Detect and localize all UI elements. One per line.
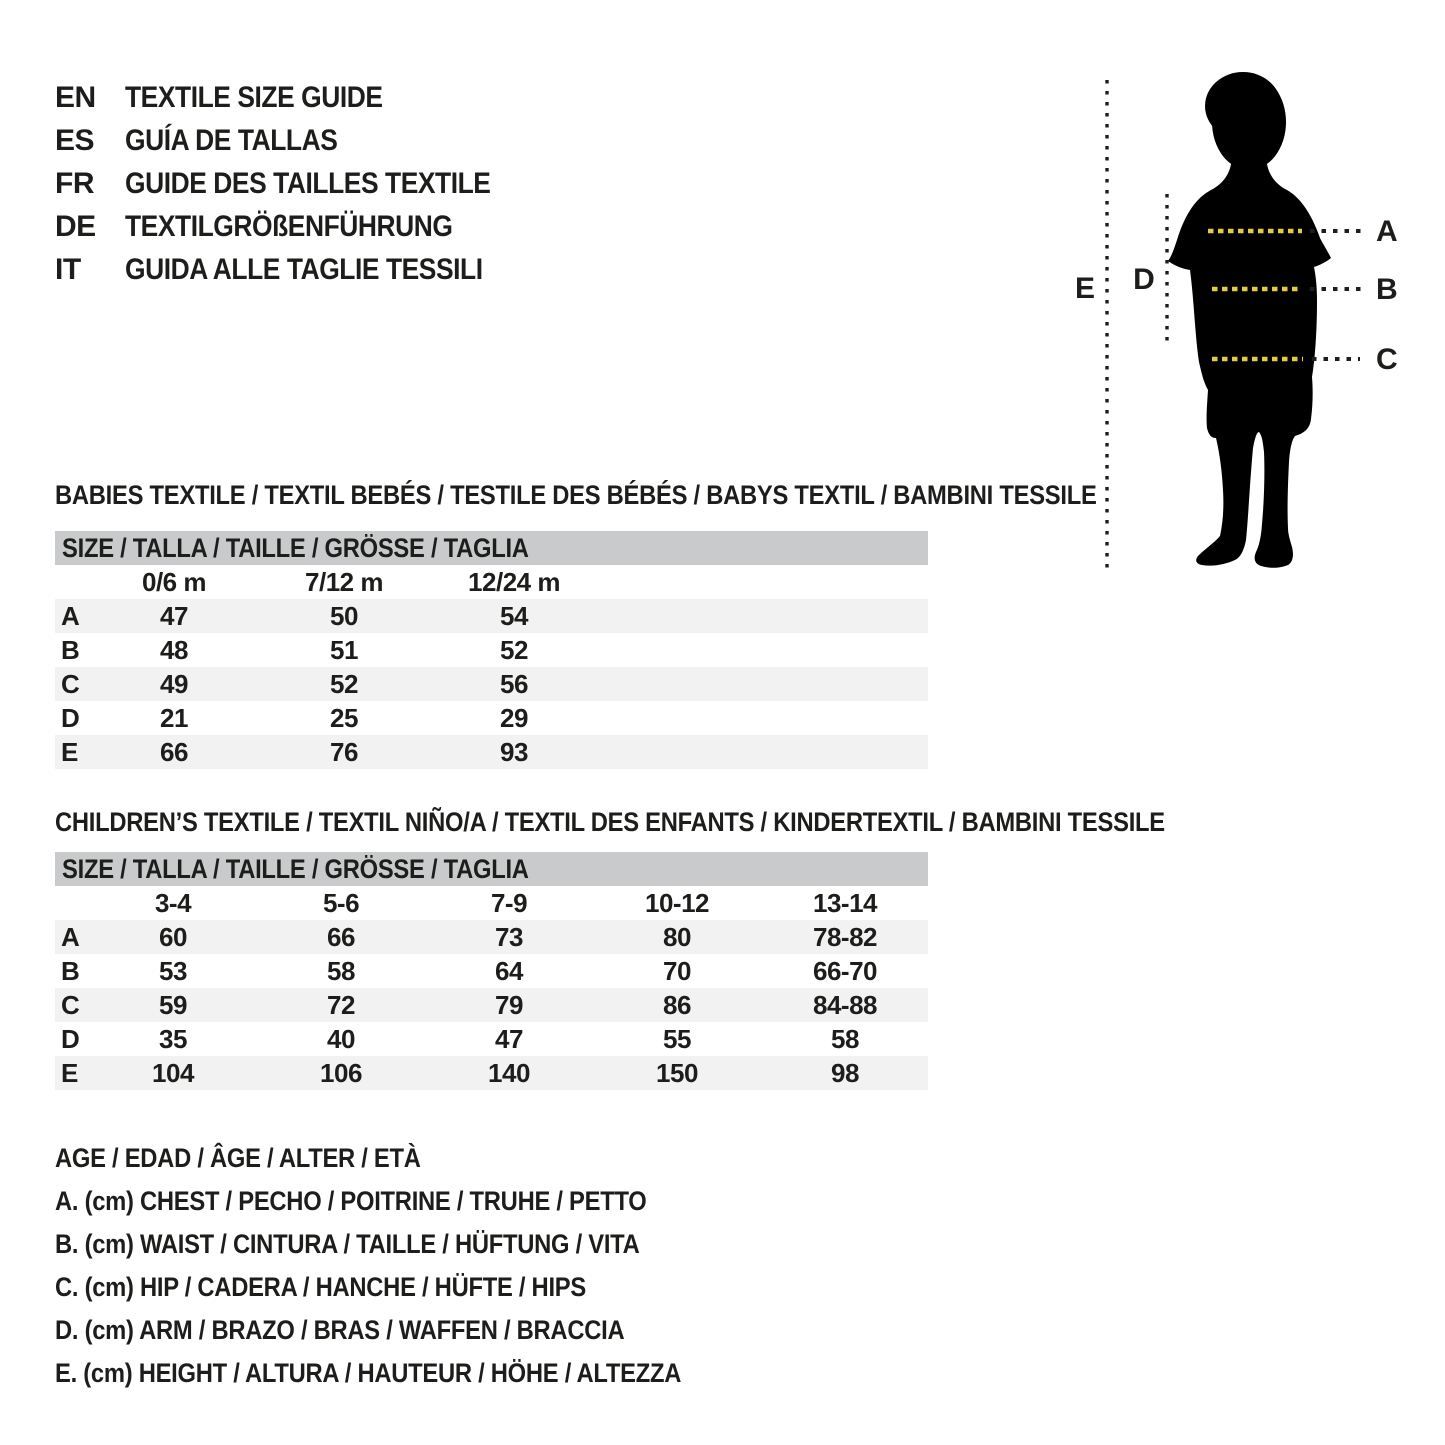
language-row-it — [55, 248, 540, 291]
table-cell: 50 — [330, 600, 358, 631]
table-cell: 70 — [663, 955, 691, 986]
row-label: E — [61, 1057, 78, 1088]
table-row-d — [55, 701, 928, 735]
table-cell: 106 — [320, 1057, 362, 1088]
table-cell: 93 — [500, 736, 528, 767]
table-cell: 53 — [159, 955, 187, 986]
legend-line-chest — [55, 1180, 766, 1223]
column-header: 3-4 — [154, 887, 192, 918]
table-row-a — [55, 599, 928, 633]
legend-text: A. (cm) CHEST / PECHO / POITRINE / TRUHE / PETTO — [55, 1186, 647, 1216]
table-row-c — [55, 988, 928, 1022]
table-cell: 47 — [495, 1023, 523, 1054]
table-row-c — [55, 667, 928, 701]
row-label: D — [61, 702, 80, 733]
babies-section-title — [55, 481, 1239, 509]
table-cell: 51 — [330, 634, 358, 665]
language-title: GUIDE DES TAILLES TEXTILE — [125, 167, 491, 200]
table-cell: 21 — [160, 702, 188, 733]
language-code: IT — [55, 253, 81, 286]
table-cell: 49 — [160, 668, 188, 699]
table-row-b — [55, 954, 928, 988]
legend-line-waist — [55, 1223, 766, 1266]
babies-section-title-text: BABIES TEXTILE / TEXTIL BEBÉS / TESTILE DES BÉBÉS / BABYS TEXTIL / BAMBINI TESSILE — [55, 480, 1097, 510]
table-cell: 66-70 — [813, 955, 877, 986]
table-cell: 150 — [656, 1057, 698, 1088]
table-cell: 35 — [159, 1023, 187, 1054]
table-cell: 72 — [327, 989, 355, 1020]
table-cell: 58 — [831, 1023, 859, 1054]
table-cell: 79 — [495, 989, 523, 1020]
table-cell: 76 — [330, 736, 358, 767]
table-cell: 104 — [152, 1057, 194, 1088]
column-header: 0/6 m — [142, 566, 206, 597]
column-header: 7/12 m — [305, 566, 383, 597]
size-header-text: SIZE / TALLA / TAILLE / GRÖSSE / TAGLIA — [62, 532, 529, 563]
row-label: B — [61, 955, 80, 986]
legend-line-height — [55, 1352, 766, 1395]
language-row-fr — [55, 162, 540, 205]
children-section-title — [55, 808, 1316, 836]
table-cell: 40 — [327, 1023, 355, 1054]
row-label: E — [61, 736, 78, 767]
language-row-de — [55, 205, 540, 248]
babies-size-header-bar — [55, 531, 928, 565]
language-row-en — [55, 76, 540, 119]
row-label: C — [61, 989, 80, 1020]
table-cell: 52 — [330, 668, 358, 699]
table-cell: 47 — [160, 600, 188, 631]
children-size-header-bar — [55, 852, 928, 886]
silhouette-hair — [1205, 72, 1281, 140]
table-cell: 60 — [159, 921, 187, 952]
table-cell: 58 — [327, 955, 355, 986]
measure-label-b: B — [1376, 273, 1398, 306]
table-row-b — [55, 633, 928, 667]
legend-text: B. (cm) WAIST / CINTURA / TAILLE / HÜFTUNG / VITA — [55, 1229, 640, 1259]
table-cell: 98 — [831, 1057, 859, 1088]
size-header-text: SIZE / TALLA / TAILLE / GRÖSSE / TAGLIA — [62, 853, 529, 884]
legend-line-age — [55, 1137, 766, 1180]
language-title: TEXTILE SIZE GUIDE — [125, 81, 383, 114]
table-cell: 25 — [330, 702, 358, 733]
table-cell: 84-88 — [813, 989, 877, 1020]
column-header: 10-12 — [645, 887, 709, 918]
table-cell: 66 — [327, 921, 355, 952]
language-title: GUIDA ALLE TAGLIE TESSILI — [125, 253, 483, 286]
legend-text: D. (cm) ARM / BRAZO / BRAS / WAFFEN / BRACCIA — [55, 1315, 625, 1345]
table-cell: 55 — [663, 1023, 691, 1054]
table-cell: 29 — [500, 702, 528, 733]
babies-size-table — [55, 531, 928, 769]
table-cell: 52 — [500, 634, 528, 665]
legend-line-arm — [55, 1309, 766, 1352]
measure-label-d: D — [1133, 263, 1155, 296]
language-title-list — [55, 76, 540, 291]
column-header: 12/24 m — [468, 566, 560, 597]
language-code: EN — [55, 81, 96, 114]
children-column-header-row — [55, 886, 928, 920]
measure-label-c: C — [1376, 343, 1398, 376]
table-cell: 86 — [663, 989, 691, 1020]
table-row-d — [55, 1022, 928, 1056]
table-row-e — [55, 1056, 928, 1090]
table-cell: 66 — [160, 736, 188, 767]
column-header: 7-9 — [490, 887, 528, 918]
legend-text: E. (cm) HEIGHT / ALTURA / HAUTEUR / HÖHE / ALTEZZA — [55, 1358, 682, 1388]
table-cell: 73 — [495, 921, 523, 952]
table-cell: 78-82 — [813, 921, 877, 952]
children-size-table — [55, 852, 928, 1090]
row-label: A — [61, 600, 80, 631]
legend-text: AGE / EDAD / ÂGE / ALTER / ETÀ — [55, 1143, 421, 1173]
column-header: 5-6 — [322, 887, 360, 918]
table-cell: 64 — [495, 955, 523, 986]
table-cell: 54 — [500, 600, 528, 631]
measure-label-e: E — [1074, 272, 1096, 305]
language-title: TEXTILGRÖßENFÜHRUNG — [125, 210, 453, 243]
children-section-title-text: CHILDREN’S TEXTILE / TEXTIL NIÑO/A / TEXTIL DES ENFANTS / KINDERTEXTIL / BAMBINI TESSILE — [55, 807, 1165, 837]
table-row-a — [55, 920, 928, 954]
language-code: ES — [55, 124, 95, 157]
language-code: DE — [55, 210, 96, 243]
measurement-legend — [55, 1137, 766, 1395]
language-title: GUÍA DE TALLAS — [125, 124, 338, 157]
row-label: C — [61, 668, 80, 699]
table-cell: 140 — [488, 1057, 530, 1088]
language-row-es — [55, 119, 540, 162]
row-label: D — [61, 1023, 80, 1054]
table-cell: 80 — [663, 921, 691, 952]
measure-label-a: A — [1376, 215, 1398, 248]
table-cell: 56 — [500, 668, 528, 699]
legend-line-hip — [55, 1266, 766, 1309]
row-label: A — [61, 921, 80, 952]
row-label: B — [61, 634, 80, 665]
legend-text: C. (cm) HIP / CADERA / HANCHE / HÜFTE / HIPS — [55, 1272, 586, 1302]
column-header: 13-14 — [813, 887, 877, 918]
babies-column-header-row — [55, 565, 928, 599]
language-code: FR — [55, 167, 94, 200]
table-row-e — [55, 735, 928, 769]
table-cell: 48 — [160, 634, 188, 665]
table-cell: 59 — [159, 989, 187, 1020]
